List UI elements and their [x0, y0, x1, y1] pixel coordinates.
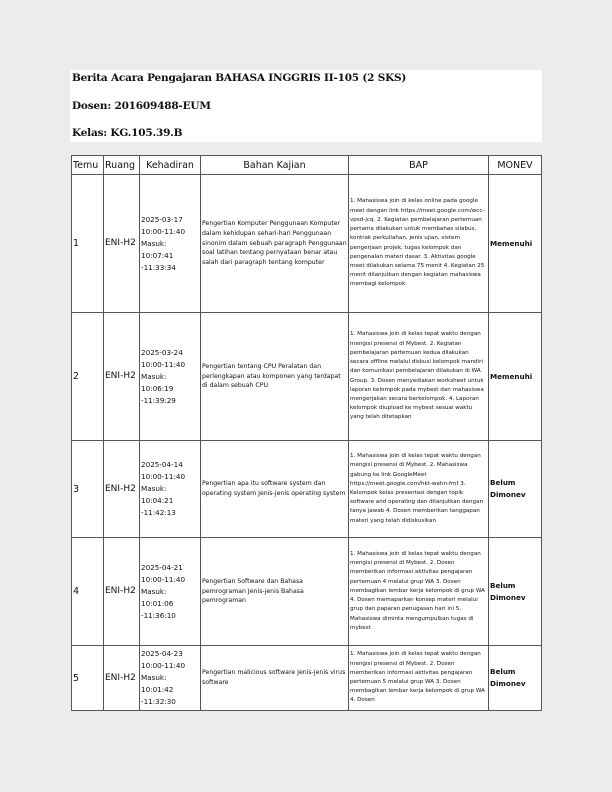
- bap-notes-text: 1. Mahasiswa join di kelas tepat waktu dengan mengisi presensi di Mybest. 2. Dosen memberikan informasi aktivitas pengajaran pertemuan 5 melalui grup WA 3. Dosen membagikan lembar kerja kelompok di grup WA 4. Dosen: [350, 651, 485, 704]
- study-material: Pengertian Software dan Bahasa pemrograman Jenis-jenis Bahasa pemrograman: [201, 538, 349, 646]
- attendance-date: 2025-04-23: [141, 649, 183, 658]
- attendance-date: 2025-04-14: [141, 460, 183, 469]
- column-header-kehadiran: Kehadiran: [140, 156, 201, 175]
- study-material: Pengertian tentang CPU Peralatan dan perlengkapan atau komponen yang terdapat di dalam sebuah CPU: [201, 313, 349, 441]
- monev-status: Memenuhi: [489, 175, 542, 313]
- monev-status: Belum Dimonev: [489, 646, 542, 711]
- bap-notes: [349, 646, 489, 711]
- attendance-checkin: Masuk: 10:01:42: [141, 673, 174, 694]
- attendance-date: 2025-04-21: [141, 562, 183, 572]
- column-header-temu: Temu: [72, 156, 104, 175]
- table-row: [72, 538, 542, 646]
- attendance: [140, 313, 201, 441]
- attendance-schedule: 10:00-11:40: [141, 574, 186, 584]
- bap-notes: [349, 175, 489, 313]
- monev-status: Memenuhi: [489, 313, 542, 441]
- column-header-bap: BAP: [349, 156, 489, 175]
- attendance-checkin: Masuk: 10:06:19: [141, 371, 174, 393]
- bap-notes-text: 1. Mahasiswa join di kelas online pada google meet dengan link https://meet.google.com/wcc-vpsd-jcq. 2. Kegiatan pembelajaran pertemuan pertama dilakukan untuk membahas silabus, kontrak perkuliahan, jenis ujian, sistem pengerjaan projek, tugas kelompok dan pengenalan materi dasar. 3. Aktivitas google meet dilakukan selama 75 menit 4. Kegiatan 25 menit dilanjutkan dengan kegiatan mahasiswa membagi kelompok: [350, 198, 485, 288]
- attendance: [140, 538, 201, 646]
- bap-notes: [349, 441, 489, 538]
- monev-status: Belum Dimonev: [489, 441, 542, 538]
- attendance-checkout: -11:39:29: [141, 395, 176, 405]
- attendance-checkin: Masuk: 10:07:41: [141, 238, 174, 260]
- meeting-number: 5: [72, 646, 104, 711]
- table-row: [72, 646, 542, 711]
- table-row: [72, 441, 542, 538]
- page-title: Berita Acara Pengajaran BAHASA INGGRIS II-105 (2 SKS): [72, 72, 407, 84]
- room: ENI-H2: [104, 175, 140, 313]
- bap-notes: [349, 313, 489, 441]
- room: ENI-H2: [104, 646, 140, 711]
- attendance-checkout: -11:33:34: [141, 262, 176, 272]
- monev-status: Belum Dimonev: [489, 538, 542, 646]
- attendance-schedule: 10:00-11:40: [141, 359, 186, 369]
- table-header-row: [72, 156, 542, 175]
- study-material: Pengertian apa itu software system dan operating system Jenis-jenis operating system: [201, 441, 349, 538]
- room: ENI-H2: [104, 313, 140, 441]
- bap-notes: [349, 538, 489, 646]
- room: ENI-H2: [104, 538, 140, 646]
- lecturer-label: Dosen: 201609488-EUM: [72, 100, 211, 112]
- column-header-bahan-kajian: Bahan Kajian: [201, 156, 349, 175]
- attendance-schedule: 10:00-11:40: [141, 661, 186, 670]
- meeting-number: 1: [72, 175, 104, 313]
- attendance-checkout: -11:36:10: [141, 610, 176, 620]
- meeting-number: 2: [72, 313, 104, 441]
- table-row: [72, 313, 542, 441]
- bap-notes-text: 1. Mahasiswa join di kelas tepat waktu dengan mengisi presensi di Mybest. 2. Mahasiswa gabung ke link GoogleMeet https://meet.google.com/hkt-wehn-fmf 3. Kelompok kelas presentasi dengan topik software and operating dan dilanjutkan dengan tanya jawab 4. Dosen memberikan tanggapan materi yang telah didiskusikan: [350, 453, 484, 524]
- table-row: [72, 175, 542, 313]
- class-label: Kelas: KG.105.39.B: [72, 127, 183, 139]
- bap-notes-text: 1. Mahasiswa join di kelas tepat waktu dengan mengisi presensi di Mybest. 2. Dosen memberikan informasi aktivitas pengajaran pertemuan 4 melalui grup WA 3. Dosen membagikan lembar kerja kelompok di grup WA 4. Dosen memaparkan konsep materi melalui grup dan paparan penugasan hari ini 5. Mahasiswa diminta mengumpulkan tugas di mybest: [350, 551, 485, 631]
- column-header-ruang: Ruang: [104, 156, 140, 175]
- room: ENI-H2: [104, 441, 140, 538]
- attendance-checkin: Masuk: 10:04:21: [141, 484, 174, 505]
- study-material: Pengertian Komputer Penggunaan Komputer dalam kehidupan sehari-hari Penggunaan sinonim dalam sebuah paragraph Penggunaan soal latihan tentang pernyataan benar atau salah dari paragraph tentang komputer: [201, 175, 349, 313]
- meeting-number: 3: [72, 441, 104, 538]
- attendance-date: 2025-03-24: [141, 347, 183, 357]
- attendance-checkout: -11:32:30: [141, 697, 176, 706]
- attendance-checkout: -11:42:13: [141, 508, 176, 517]
- bap-notes-text: 1. Mahasiswa join di kelas tepat waktu dengan mengisi presensi di Mybest. 2. Kegiatan pembelajaran pertemuan kedua dilakukan secara offline melalui diskusi kelompok mandiri dan komunikasi pembelajaran dilakukan di WA Group. 3. Dosen menyediakan worksheet untuk laporan kelompok pada mybest dan mahasiswa mengerjakan secara berkelompok. 4. Laporan kelompok diupload ke mybest sesuai waktu yang telah ditetapkan: [350, 331, 484, 421]
- teaching-record-table: [71, 155, 542, 711]
- attendance-schedule: 10:00-11:40: [141, 472, 186, 481]
- attendance-checkin: Masuk: 10:01:06: [141, 586, 174, 608]
- attendance-schedule: 10:00-11:40: [141, 226, 186, 236]
- attendance-date: 2025-03-17: [141, 214, 183, 224]
- attendance: [140, 646, 201, 711]
- attendance: [140, 175, 201, 313]
- study-material: Pengertian malicious software Jenis-jenis virus software: [201, 646, 349, 711]
- attendance: [140, 441, 201, 538]
- meeting-number: 4: [72, 538, 104, 646]
- column-header-monev: MONEV: [489, 156, 542, 175]
